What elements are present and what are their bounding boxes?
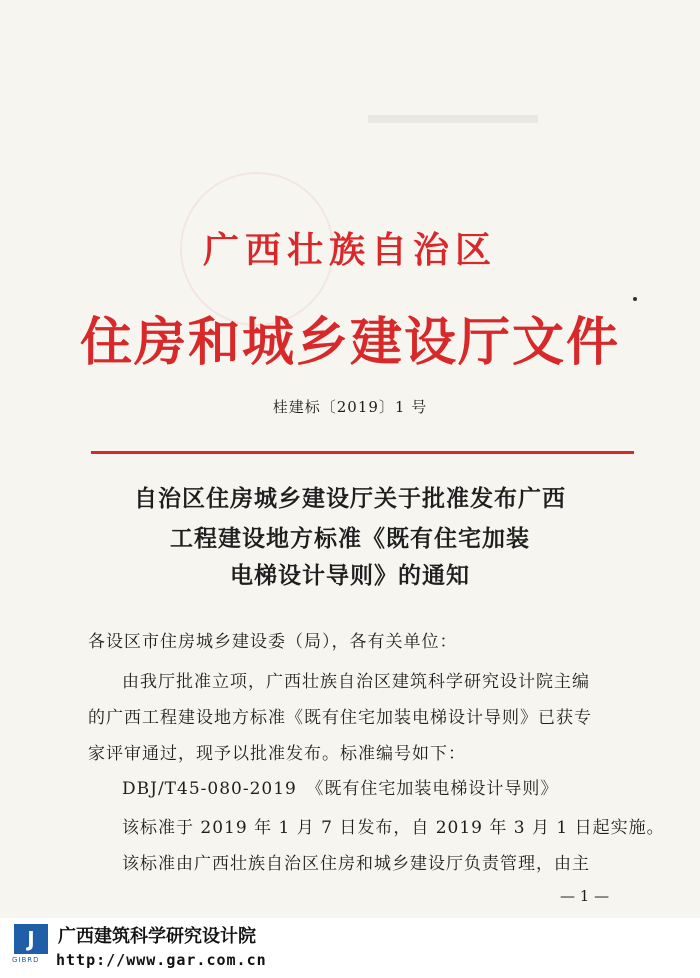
addressee: 各设区市住房城乡建设委（局），各有关单位： bbox=[88, 632, 458, 652]
body-line: 该标准由广西壮族自治区住房和城乡建设厅负责管理，由主 bbox=[122, 854, 590, 874]
website-link[interactable]: http://www.gar.com.cn bbox=[56, 951, 267, 969]
gibrd-logo-icon: J bbox=[14, 924, 48, 954]
standard-code-line: DBJ/T45-080-2019 《既有住宅加装电梯设计导则》 bbox=[122, 779, 559, 799]
title-line-1: 自治区住房城乡建设厅关于批准发布广西 bbox=[134, 485, 566, 512]
page-number: — 1 — bbox=[560, 887, 610, 905]
logo-caption: GIBRD bbox=[12, 956, 40, 964]
body-line: 家评审通过，现予以批准发布。标准编号如下： bbox=[88, 744, 466, 764]
issuer-line-2: 住房和城乡建设厅文件 bbox=[79, 312, 620, 373]
title-line-3: 电梯设计导则》的通知 bbox=[230, 562, 470, 589]
bleed-through-text bbox=[368, 115, 538, 123]
body-line: 该标准于 2019 年 1 月 7 日发布，自 2019 年 3 月 1 日起实施。 bbox=[122, 818, 665, 838]
document-number: 桂建标〔2019〕1 号 bbox=[272, 398, 428, 416]
red-divider bbox=[91, 451, 634, 454]
body-line: 的广西工程建设地方标准《既有住宅加装电梯设计导则》已获专 bbox=[88, 708, 592, 728]
body-line: 由我厅批准立项，广西壮族自治区建筑科学研究设计院主编 bbox=[122, 672, 590, 692]
title-line-2: 工程建设地方标准《既有住宅加装 bbox=[170, 525, 530, 552]
organization-name: 广西建筑科学研究设计院 bbox=[58, 926, 256, 947]
issuer-line-1: 广西壮族自治区 bbox=[202, 229, 497, 271]
footer-banner bbox=[0, 918, 700, 978]
